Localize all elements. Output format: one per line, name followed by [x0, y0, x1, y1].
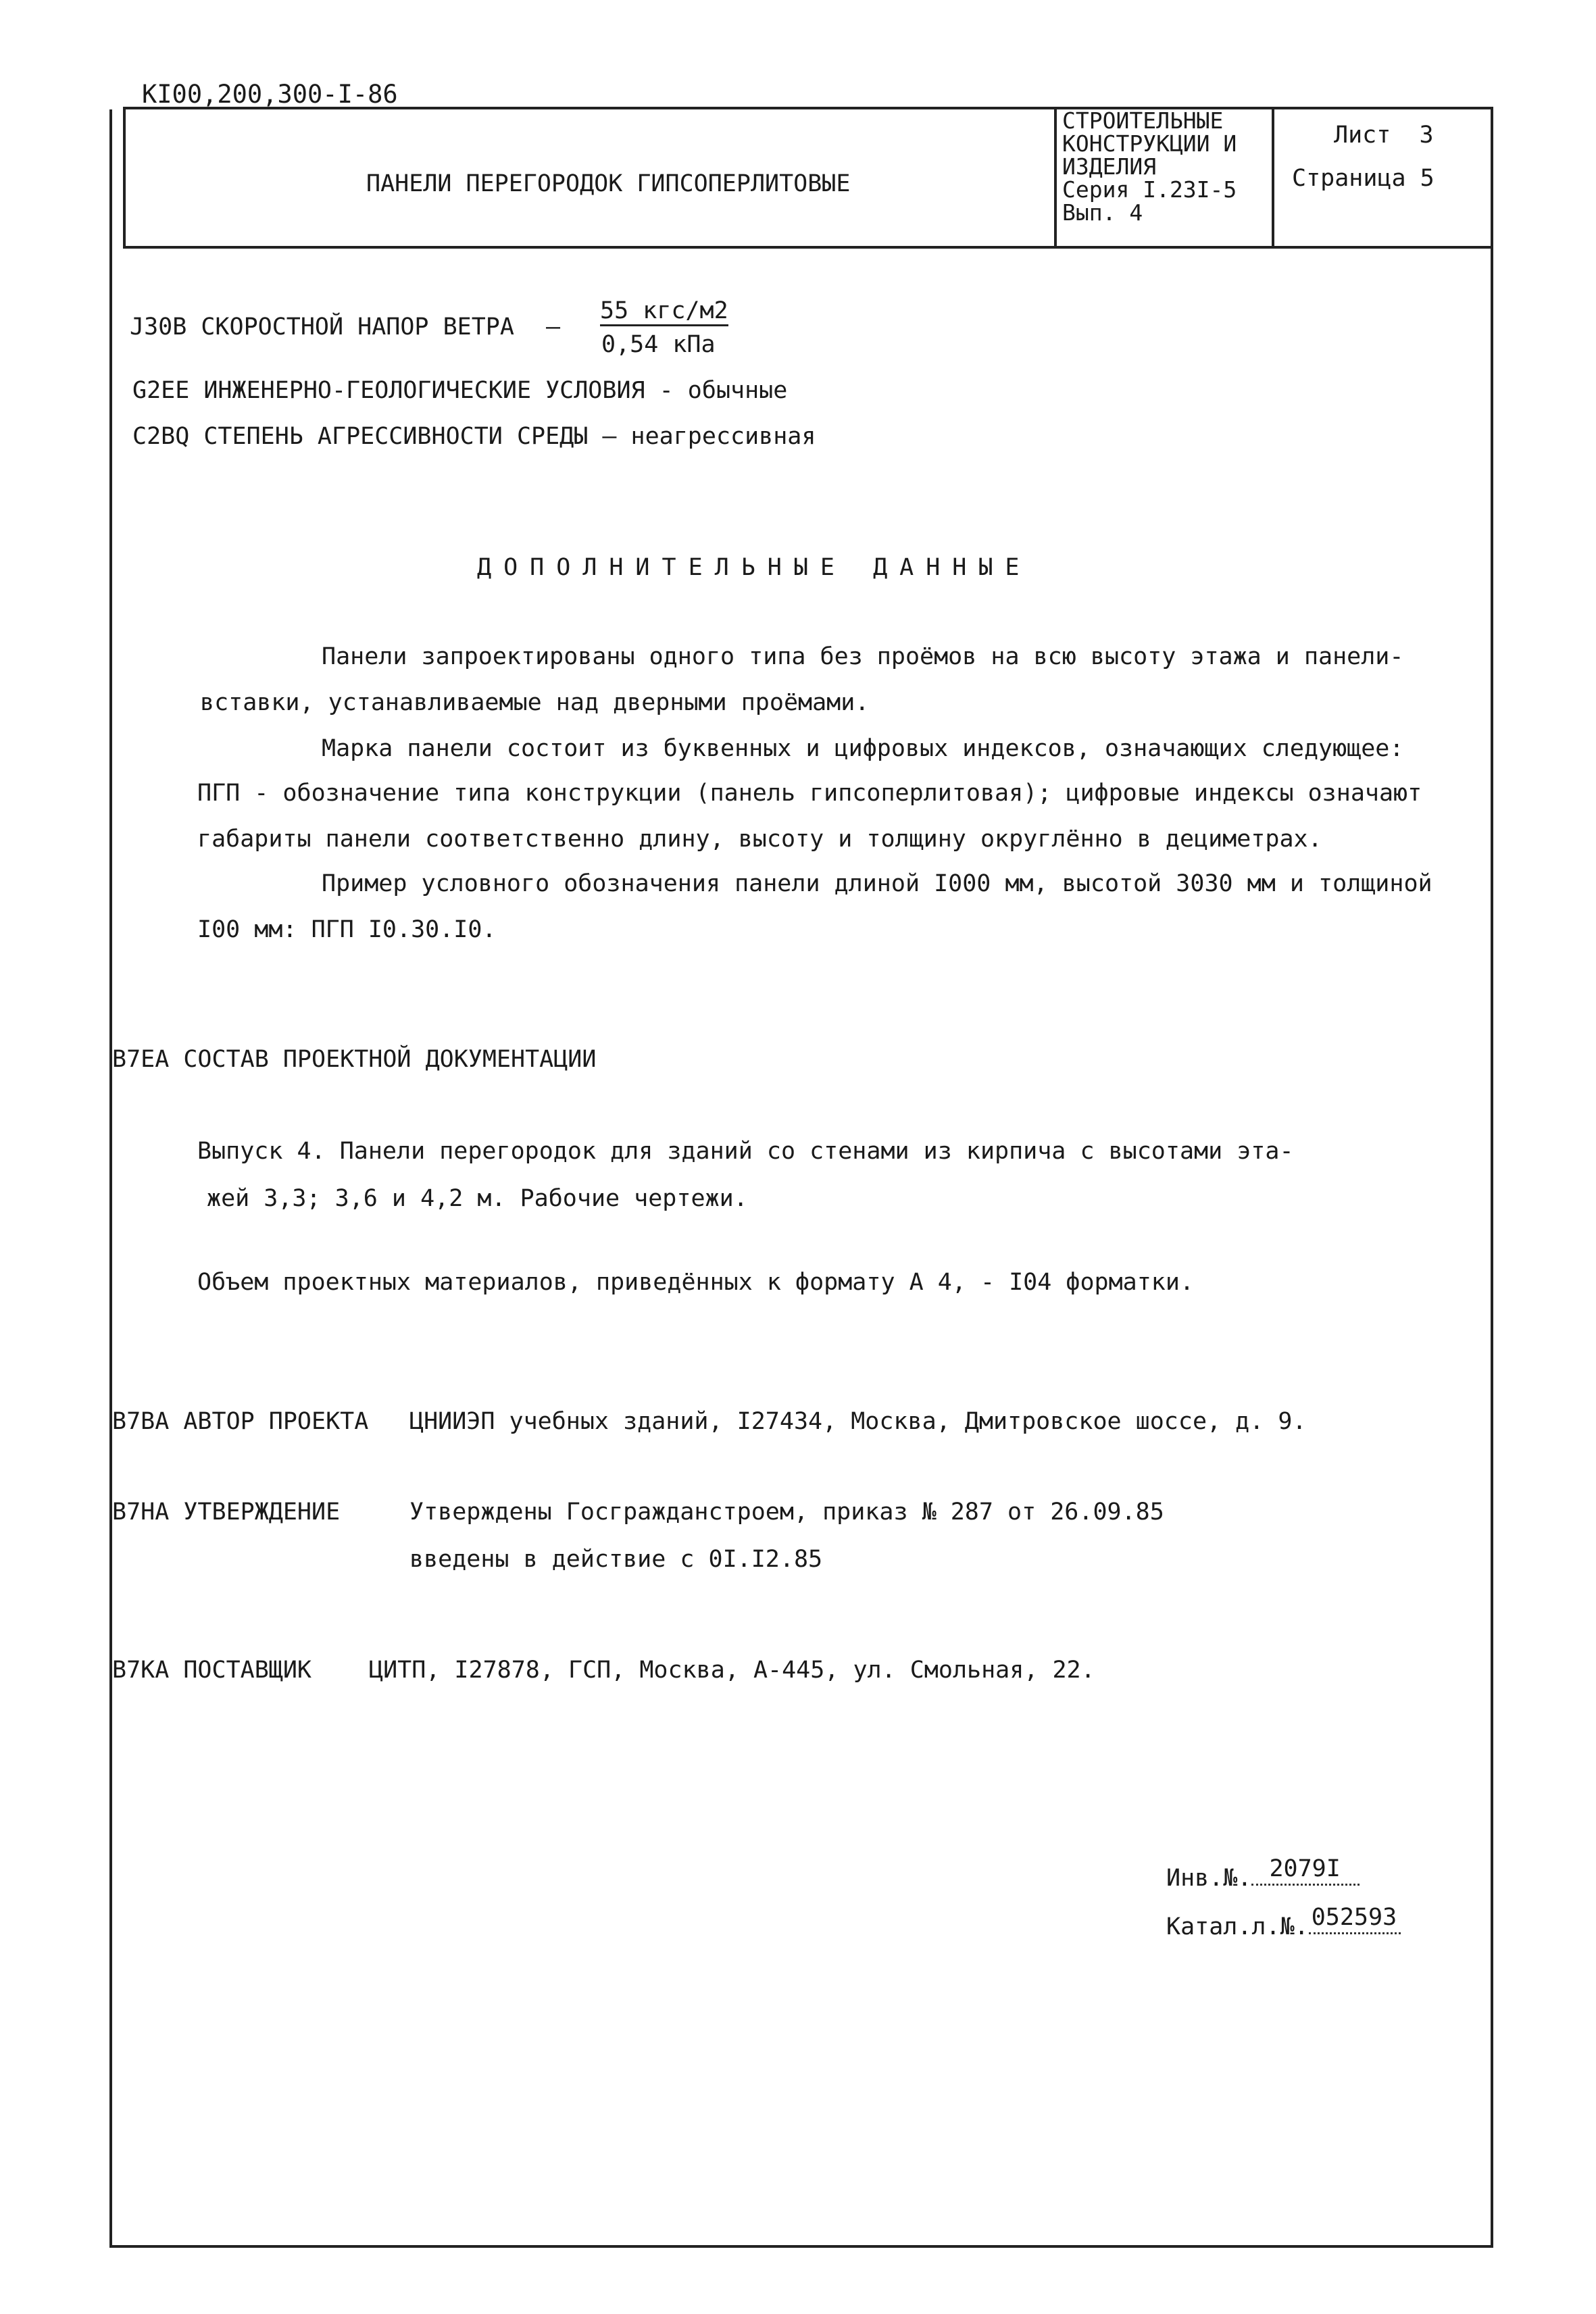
author-label: В7ВА АВТОР ПРОЕКТА: [112, 1408, 369, 1435]
volume-line: Объем проектных материалов, приведённых к формату А 4, - I04 форматки.: [197, 1269, 1195, 1296]
paragraph-line: Панели запроектированы одного типа без проёмов на всю высоту этажа и панели-: [322, 643, 1404, 670]
wind-pressure-label: J30В СКОРОСТНОЙ НАПОР ВЕТРА: [130, 313, 514, 341]
frame-bottom-border: [109, 2245, 1493, 2248]
series-cell: [1062, 109, 1265, 224]
sheet-number: 3: [1419, 122, 1434, 149]
wind-dash: –: [546, 313, 561, 341]
geo-conditions: G2ЕЕ ИНЖЕНЕРНО-ГЕОЛОГИЧЕСКИЕ УСЛОВИЯ - обычные: [132, 377, 788, 404]
approval-label: В7НА УТВЕРЖДЕНИЕ: [112, 1499, 341, 1526]
supplier-label: В7КА ПОСТАВЩИК: [112, 1657, 312, 1684]
sheet-cell: [1284, 114, 1487, 200]
wind-value-kgs: 55 кгс/м2: [600, 297, 728, 326]
wind-value-kpa: 0,54 кПа: [601, 331, 716, 358]
catalog-value: 052593: [1309, 1903, 1401, 1934]
paragraph-line: ПГП - обозначение типа конструкции (панель гипсоперлитовая); цифровые индексы означают: [197, 780, 1422, 807]
page-label: Страница: [1292, 165, 1406, 192]
author-value: ЦНИИЭП учебных зданий, I27434, Москва, Дмитровское шоссе, д. 9.: [409, 1408, 1307, 1435]
supplier-value: ЦИТП, I27878, ГСП, Москва, А-445, ул. Смольная, 22.: [369, 1657, 1095, 1684]
approval-line: Утверждены Госгражданстроем, приказ № 287 от 26.09.85: [409, 1499, 1164, 1526]
inventory-label: Инв.№.: [1166, 1865, 1252, 1892]
document-code: КI00,200,300-I-86: [142, 80, 398, 109]
title-block-divider-2: [1272, 107, 1274, 249]
frame-right-border: [1491, 109, 1493, 2248]
series-line: Серия I.23I-5: [1062, 176, 1237, 203]
paragraph-line: габариты панели соответственно длину, высоту и толщину округлённо в дециметрах.: [197, 826, 1322, 853]
paragraph-line: вставки, устанавливаемые над дверными проёмами.: [200, 689, 870, 716]
aggressiveness: С2ВQ СТЕПЕНЬ АГРЕССИВНОСТИ СРЕДЫ – неагрессивная: [132, 423, 816, 450]
header-title: ПАНЕЛИ ПЕРЕГОРОДОК ГИПСОПЕРЛИТОВЫЕ: [366, 170, 851, 197]
inventory-value: 2079I: [1251, 1854, 1359, 1886]
page-number: 5: [1420, 165, 1435, 192]
approval-line: введены в действие с 0I.I2.85: [409, 1546, 823, 1573]
additional-data-heading: ДОПОЛНИТЕЛЬНЫЕ ДАННЫЕ: [477, 554, 1032, 581]
series-line: ИЗДЕЛИЯ: [1062, 153, 1157, 180]
series-line: КОНСТРУКЦИИ И: [1062, 130, 1237, 157]
issue-line: Выпуск 4. Панели перегородок для зданий со стенами из кирпича с высотами эта-: [197, 1138, 1294, 1165]
paragraph-line: Пример условного обозначения панели длиной I000 мм, высотой 3030 мм и толщиной: [322, 870, 1432, 897]
inventory-number: [1166, 1855, 1360, 1895]
catalog-label: Катал.л.№.: [1166, 1913, 1309, 1940]
series-line: Вып. 4: [1062, 199, 1143, 226]
composition-heading: В7ЕА СОСТАВ ПРОЕКТНОЙ ДОКУМЕНТАЦИИ: [112, 1046, 597, 1073]
series-line: СТРОИТЕЛЬНЫЕ: [1062, 107, 1224, 134]
frame-left-border: [109, 109, 112, 2248]
paragraph-line: Марка панели состоит из буквенных и цифровых индексов, означающих следующее:: [322, 735, 1404, 762]
sheet-label: Лист: [1334, 122, 1391, 149]
paragraph-line: I00 мм: ПГП I0.30.I0.: [197, 916, 497, 943]
title-block-divider-1: [1054, 107, 1057, 249]
catalog-number: [1166, 1904, 1401, 1944]
issue-line: жей 3,3; 3,6 и 4,2 м. Рабочие чертежи.: [207, 1185, 748, 1212]
